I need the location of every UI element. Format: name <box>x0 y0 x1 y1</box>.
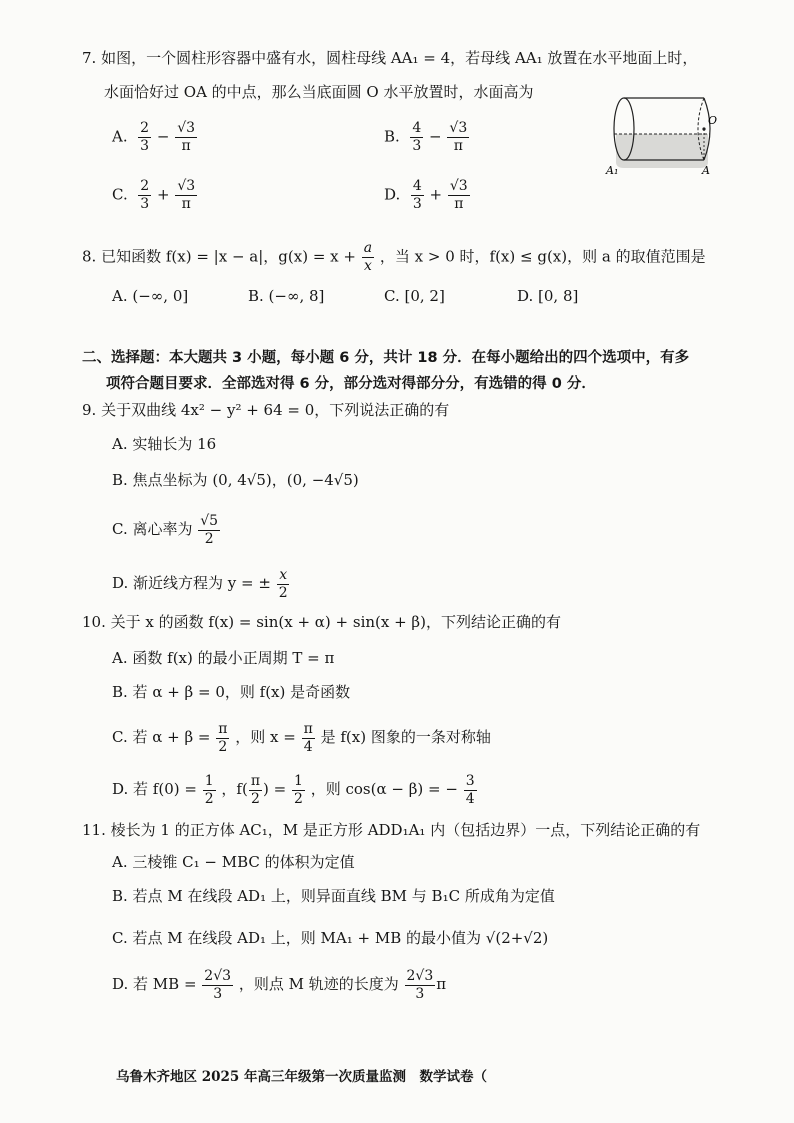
q8-option-a: A. (−∞, 0] <box>112 287 189 305</box>
fraction: $\frac{1}{2}$ <box>294 772 303 807</box>
q7-stem-line-1: 7. 如图，一个圆柱形容器中盛有水，圆柱母线 AA₁ = 4，若母线 AA₁ 放置在水平地面上时， <box>82 49 698 67</box>
q7-option-c <box>112 178 198 213</box>
q9-option-d-pre: D. 渐近线方程为 y = ± <box>112 574 271 592</box>
q10-option-c <box>112 720 491 756</box>
q9-stem: 9. 关于双曲线 4x² − y² + 64 = 0，下列说法正确的有 <box>82 401 450 419</box>
q8-stem <box>82 240 706 275</box>
cylinder-figure <box>600 90 730 180</box>
operator: + <box>429 185 443 204</box>
fraction: $\frac{\pi}{2}$ <box>218 720 228 755</box>
text: D. 若 MB = <box>112 975 197 993</box>
fraction: $\frac{√5}{2}$ <box>200 512 219 547</box>
q9-option-d <box>112 566 291 602</box>
section-2-header-line-1: 二、选择题：本大题共 3 小题，每小题 6 分，共计 18 分．在每小题给出的四个选项中，有多 <box>82 350 690 366</box>
q11-option-d <box>112 966 446 1003</box>
fraction: $\frac{√3}{\pi}$ <box>177 120 196 154</box>
q8-option-b: B. (−∞, 8] <box>248 287 325 305</box>
text: ，f( <box>221 780 248 798</box>
text: ，则 x = <box>235 728 296 746</box>
text: ，则点 M 轨迹的长度为 <box>238 975 399 993</box>
fraction: $\frac{1}{2}$ <box>204 772 214 807</box>
label-a1: A₁ <box>606 164 619 177</box>
q11-option-a: A. 三棱锥 C₁ − MBC 的体积为定值 <box>112 853 355 871</box>
q9-option-b: B. 焦点坐标为 (0, 4√5)，(0, −4√5) <box>112 471 359 489</box>
operator: − <box>429 127 442 146</box>
section-2-header-line-2: 项符合题目要求．全部选对得 6 分，部分选对得部分分，有选错的得 0 分． <box>106 376 596 392</box>
q8-stem-post: ，当 x > 0 时，f(x) ≤ g(x)，则 a 的取值范围是 <box>379 247 706 266</box>
fraction: $\frac{√3}{\pi}$ <box>177 178 196 212</box>
q8-option-c: C. [0, 2] <box>384 287 445 305</box>
q9-option-c-pre: C. 离心率为 <box>112 520 193 538</box>
q9-option-a: A. 实轴长为 16 <box>112 435 217 453</box>
text: ) = <box>263 780 287 798</box>
fraction: $\frac{2√3}{3}$ <box>406 967 434 1002</box>
label-o: O <box>708 114 718 127</box>
fraction: $\frac{√3}{\pi}$ <box>449 178 468 212</box>
text: D. 若 f(0) = <box>112 780 197 798</box>
label-a: A <box>702 164 710 177</box>
text: 是 f(x) 图象的一条对称轴 <box>320 728 491 746</box>
fraction: $\frac{3}{4}$ <box>465 772 475 807</box>
q10-option-d <box>112 772 478 808</box>
q7-option-b <box>384 120 470 155</box>
text: ，则 cos(α − β) = − <box>310 780 458 798</box>
q11-option-c: C. 若点 M 在线段 AD₁ 上，则 MA₁ + MB 的最小值为 √(2+√2) <box>112 929 549 947</box>
q11-option-b: B. 若点 M 在线段 AD₁ 上，则异面直线 BM 与 B₁C 所成角为定值 <box>112 887 555 905</box>
fraction: $\frac{4}{3}$ <box>412 178 422 212</box>
center-point-o <box>702 127 705 130</box>
fraction: $\frac{a}{x}$ <box>363 240 373 274</box>
fraction: $\frac{4}{3}$ <box>412 120 422 154</box>
fraction: $\frac{2√3}{3}$ <box>204 967 232 1002</box>
q11-stem: 11. 棱长为 1 的正方体 AC₁，M 是正方形 ADD₁A₁ 内（包括边界）一点，下列结论正确的有 <box>82 821 701 839</box>
option-label: C. <box>112 185 128 204</box>
operator: − <box>156 127 170 146</box>
operator: + <box>156 185 170 204</box>
fraction: $\frac{\pi}{4}$ <box>303 720 313 755</box>
q10-option-a: A. 函数 f(x) 的最小正周期 T = π <box>112 649 335 667</box>
q7-stem-line-2: 水面恰好过 OA 的中点，那么当底面圆 O 水平放置时，水面高为 <box>104 83 534 101</box>
fraction: $\frac{x}{2}$ <box>278 566 288 601</box>
q9-option-c <box>112 512 221 548</box>
fraction: $\frac{\pi}{2}$ <box>250 772 261 807</box>
option-label: B. <box>384 127 400 146</box>
q8-stem-pre: 8. 已知函数 f(x) = |x − a|，g(x) = x + <box>82 247 356 266</box>
page-footer: 乌鲁木齐地区 2025 年高三年级第一次质量监测 数学试卷（ <box>116 1069 487 1085</box>
fraction: $\frac{2}{3}$ <box>140 178 150 212</box>
text: π <box>436 975 447 993</box>
q7-option-a <box>112 120 198 155</box>
q8-option-d: D. [0, 8] <box>517 287 579 305</box>
fraction: $\frac{√3}{\pi}$ <box>449 120 468 154</box>
q10-option-b: B. 若 α + β = 0，则 f(x) 是奇函数 <box>112 683 351 701</box>
fraction: $\frac{2}{3}$ <box>140 120 150 154</box>
text: C. 若 α + β = <box>112 728 211 746</box>
q10-stem: 10. 关于 x 的函数 f(x) = sin(x + α) + sin(x + β)，下列结论正确的有 <box>82 613 561 631</box>
water-region <box>616 134 708 168</box>
option-label: D. <box>384 185 401 204</box>
option-label: A. <box>112 127 128 146</box>
q7-option-d <box>384 178 471 213</box>
